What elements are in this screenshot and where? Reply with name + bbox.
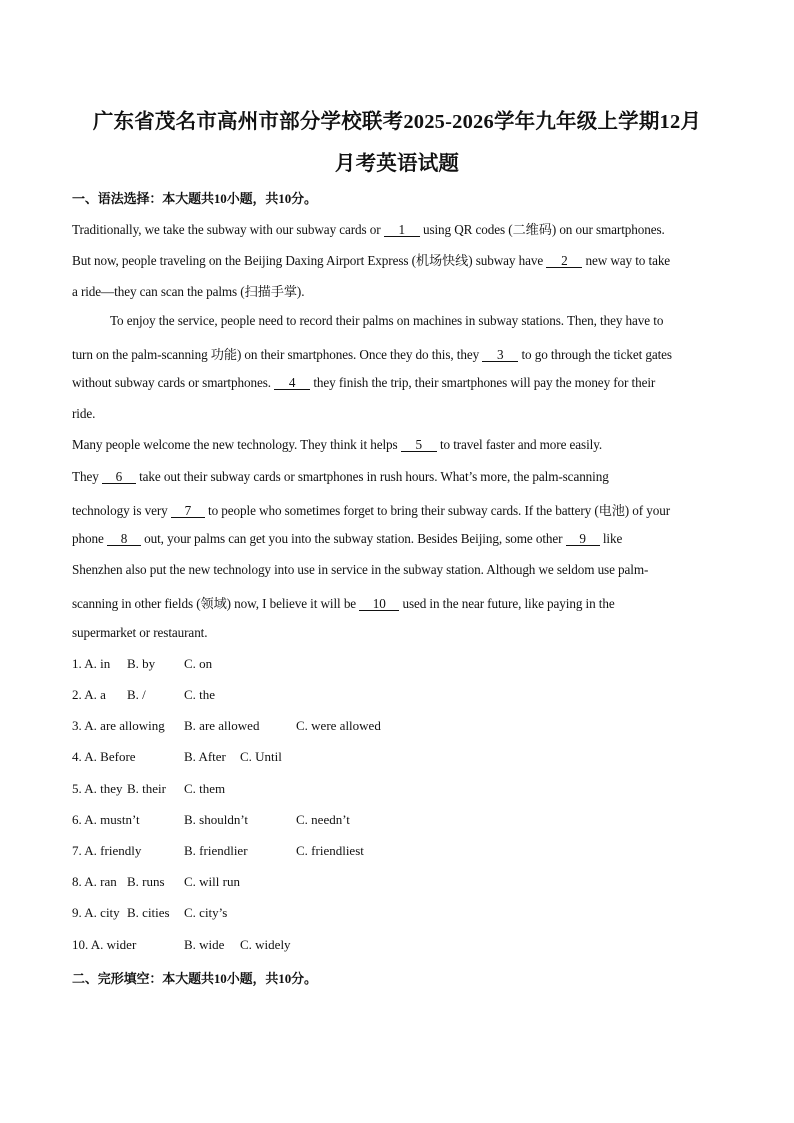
blank-6: 6 (102, 470, 136, 484)
blank-3: 3 (482, 348, 518, 362)
blank-2: 2 (546, 254, 582, 268)
option-4-c: C. Until (240, 749, 282, 764)
option-5-a: 5. A. they (72, 781, 123, 796)
blank-9: 9 (566, 532, 600, 546)
blank-1: 1 (384, 223, 420, 237)
passage-line: scanning in other fields (领域) now, I believe it will be 10 used in the near future, like paying in the (72, 596, 615, 611)
option-6-a: 6. A. mustn’t (72, 812, 140, 827)
passage-line: supermarket or restaurant. (72, 625, 208, 640)
option-5-c: C. them (184, 781, 226, 796)
blank-4: 4 (274, 376, 310, 390)
passage-line: turn on the palm-scanning 功能) on their smartphones. Once they do this, they 3 to go through the ticket gates (72, 347, 672, 362)
passage-line: a ride—they can scan the palms (扫描手掌). (72, 284, 305, 299)
option-7-c: C. friendliest (296, 843, 364, 858)
option-3-a: 3. A. are allowing (72, 718, 165, 733)
passage-line: ride. (72, 406, 96, 421)
option-1-a: 1. A. in (72, 656, 111, 671)
passage-line: phone 8 out, your palms can get you into the subway station. Besides Beijing, some other 9 like (72, 531, 623, 546)
option-10-b: B. wide (184, 937, 225, 952)
option-3-b: B. are allowed (184, 718, 260, 733)
option-6-c: C. needn’t (296, 812, 350, 827)
passage-line: To enjoy the service, people need to record their palms on machines in subway stations. Then, they have to (110, 313, 664, 328)
option-7-a: 7. A. friendly (72, 843, 142, 858)
option-4-b: B. After (184, 749, 226, 764)
option-2-c: C. the (184, 687, 216, 702)
passage-line: without subway cards or smartphones. 4 they finish the trip, their smartphones will pay the money for their (72, 375, 656, 390)
option-1-c: C. on (184, 656, 213, 671)
option-2-b: B. / (127, 687, 146, 702)
option-4-a: 4. A. Before (72, 749, 136, 764)
option-1-b: B. by (127, 656, 156, 671)
blank-5: 5 (401, 438, 437, 452)
option-8-a: 8. A. ran (72, 874, 117, 889)
option-5-b: B. their (127, 781, 166, 796)
option-9-a: 9. A. city (72, 905, 120, 920)
blank-10: 10 (359, 597, 399, 611)
option-10-a: 10. A. wider (72, 937, 137, 952)
option-8-b: B. runs (127, 874, 165, 889)
blank-7: 7 (171, 504, 205, 518)
option-7-b: B. friendlier (184, 843, 248, 858)
document-title-line2: 月考英语试题 (334, 153, 460, 175)
option-6-b: B. shouldn’t (184, 812, 249, 827)
option-2-a: 2. A. a (72, 687, 106, 702)
section2-heading: 二、完形填空：本大题共10小题，共10分。 (72, 971, 317, 986)
passage-line: Many people welcome the new technology. They think it helps 5 to travel faster and more easily. (72, 437, 603, 452)
option-8-c: C. will run (184, 874, 240, 889)
option-9-c: C. city’s (184, 905, 228, 920)
option-3-c: C. were allowed (296, 718, 381, 733)
passage-line: They 6 take out their subway cards or smartphones in rush hours. What’s more, the palm-scanning (72, 469, 609, 484)
document-title-line1: 广东省茂名市高州市部分学校联考2025-2026学年九年级上学期12月 (92, 111, 702, 133)
blank-8: 8 (107, 532, 141, 546)
option-9-b: B. cities (127, 905, 170, 920)
section1-heading: 一、语法选择：本大题共10小题，共10分。 (72, 191, 317, 206)
option-10-c: C. widely (240, 937, 291, 952)
passage-line: Traditionally, we take the subway with our subway cards or 1 using QR codes (二维码) on our smartphones. (72, 222, 665, 237)
passage-line: technology is very 7 to people who sometimes forget to bring their subway cards. If the battery (电池) of your (72, 503, 671, 518)
passage-line: Shenzhen also put the new technology into use in service in the subway station. Although we seldom use palm- (72, 562, 649, 577)
passage-line: But now, people traveling on the Beijing Daxing Airport Express (机场快线) subway have 2 new way to take (72, 253, 671, 268)
